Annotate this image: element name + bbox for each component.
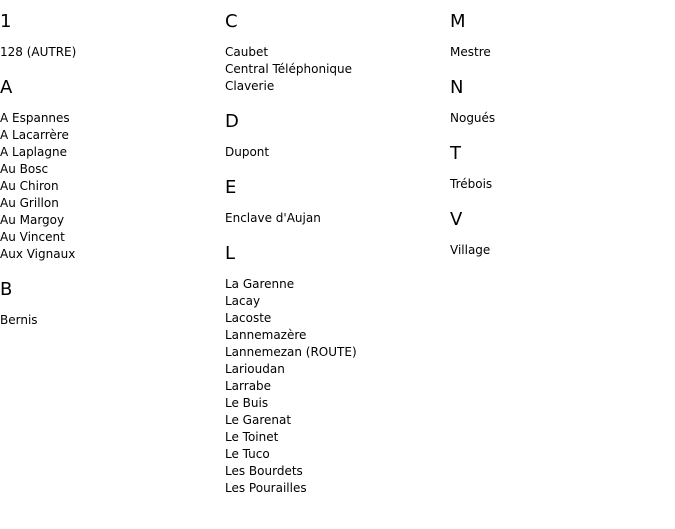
letter-group (0, 12, 220, 61)
street-link[interactable]: Les Bourdets (225, 464, 303, 478)
street-index-column-1 (0, 0, 220, 329)
street-list (225, 276, 445, 497)
street-link[interactable]: A Espannes (0, 111, 70, 125)
street-link[interactable]: Enclave d'Aujan (225, 211, 321, 225)
letter-heading: C (225, 11, 238, 32)
street-link[interactable]: Le Garenat (225, 413, 292, 427)
street-link[interactable]: Au Grillon (0, 196, 59, 210)
street-link[interactable]: Lannemezan (ROUTE) (225, 345, 357, 359)
street-link[interactable]: Les Pourailles (225, 481, 307, 495)
street-index-column-2 (225, 0, 445, 497)
letter-group (0, 78, 220, 263)
street-link[interactable]: Village (450, 243, 491, 257)
street-link[interactable]: Le Toinet (225, 430, 279, 444)
letter-heading: N (450, 77, 464, 98)
street-link[interactable]: Au Vincent (0, 230, 65, 244)
street-link[interactable]: Au Margoy (0, 213, 65, 227)
street-list (450, 176, 670, 193)
street-link[interactable]: Aux Vignaux (0, 247, 76, 261)
street-link[interactable]: Nogués (450, 111, 496, 125)
street-index-column-3 (450, 0, 670, 259)
street-link[interactable]: La Garenne (225, 277, 295, 291)
street-list (0, 312, 220, 329)
street-link[interactable]: Au Chiron (0, 179, 59, 193)
letter-heading: B (0, 279, 13, 300)
street-list (450, 110, 670, 127)
letter-group (450, 78, 670, 127)
street-link[interactable]: Lannemazère (225, 328, 307, 342)
letter-heading: V (450, 209, 463, 230)
street-link[interactable]: Dupont (225, 145, 270, 159)
street-link[interactable]: 128 (AUTRE) (0, 45, 77, 59)
letter-group (450, 12, 670, 61)
street-link[interactable]: Claverie (225, 79, 275, 93)
letter-group (225, 178, 445, 227)
letter-heading: L (225, 243, 236, 264)
street-link[interactable]: Central Téléphonique (225, 62, 353, 76)
street-list (225, 144, 445, 161)
letter-heading: D (225, 111, 239, 132)
street-link[interactable]: Larioudan (225, 362, 285, 376)
street-link[interactable]: Trébois (450, 177, 493, 191)
letter-heading: A (0, 77, 13, 98)
street-link[interactable]: Mestre (450, 45, 491, 59)
street-link[interactable]: A Laplagne (0, 145, 67, 159)
street-link[interactable]: Le Tuco (225, 447, 270, 461)
street-list (450, 44, 670, 61)
street-link[interactable]: Caubet (225, 45, 269, 59)
letter-group (0, 280, 220, 329)
street-list (0, 44, 220, 61)
letter-heading: E (225, 177, 237, 198)
street-list (225, 44, 445, 95)
letter-group (225, 112, 445, 161)
letter-heading: T (450, 143, 461, 164)
street-link[interactable]: Lacay (225, 294, 261, 308)
street-link[interactable]: Au Bosc (0, 162, 49, 176)
street-link[interactable]: Lacoste (225, 311, 272, 325)
letter-heading: 1 (0, 11, 12, 32)
letter-heading: M (450, 11, 466, 32)
letter-group (225, 244, 445, 497)
street-list (0, 110, 220, 263)
street-link[interactable]: Bernis (0, 313, 38, 327)
letter-group (450, 144, 670, 193)
letter-group (225, 12, 445, 95)
street-link[interactable]: Larrabe (225, 379, 272, 393)
letter-group (450, 210, 670, 259)
street-list (225, 210, 445, 227)
street-list (450, 242, 670, 259)
street-link[interactable]: A Lacarrère (0, 128, 69, 142)
street-link[interactable]: Le Buis (225, 396, 269, 410)
